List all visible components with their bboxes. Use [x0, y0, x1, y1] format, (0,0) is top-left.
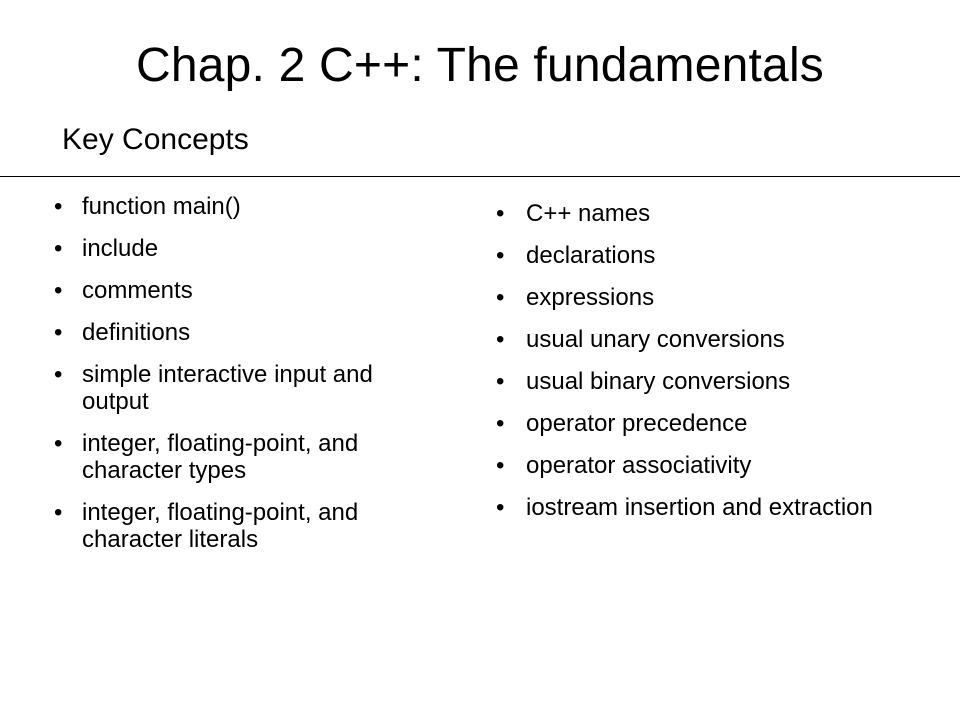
bullet-icon: •	[496, 452, 505, 479]
list-item	[490, 242, 950, 269]
list-item	[490, 368, 950, 395]
bullet-icon: •	[496, 242, 505, 269]
list-item-text: expressions	[526, 284, 655, 311]
list-item	[490, 284, 950, 311]
list-item	[40, 277, 400, 304]
right-bullet-list	[490, 200, 950, 536]
bullet-icon: •	[496, 368, 505, 395]
bullet-icon: •	[496, 494, 505, 521]
list-item	[40, 193, 400, 220]
list-item-text: comments	[82, 277, 193, 304]
bullet-icon: •	[496, 284, 505, 311]
list-item	[40, 361, 400, 415]
bullet-icon: •	[496, 410, 505, 437]
list-item-text: simple interactive input and output	[82, 361, 373, 415]
list-item-text: C++ names	[526, 200, 651, 227]
list-item-text: integer, floating-point, and character types	[82, 430, 359, 484]
list-item-text: include	[82, 235, 159, 262]
bullet-icon: •	[54, 277, 63, 304]
bullet-icon: •	[496, 326, 505, 353]
slide-subtitle: Key Concepts	[62, 123, 249, 156]
divider-line	[0, 176, 960, 177]
bullet-icon: •	[54, 361, 63, 388]
bullet-icon: •	[54, 499, 63, 526]
list-item	[40, 319, 400, 346]
slide-title: Chap. 2 C++: The fundamentals	[135, 39, 825, 92]
list-item	[40, 499, 400, 553]
list-item	[40, 235, 400, 262]
bullet-icon: •	[496, 200, 505, 227]
list-item-text: usual unary conversions	[526, 326, 785, 353]
list-item-text: definitions	[82, 319, 191, 346]
list-item-text: declarations	[526, 242, 656, 269]
bullet-icon: •	[54, 430, 63, 457]
list-item	[490, 452, 950, 479]
bullet-icon: •	[54, 193, 63, 220]
bullet-icon: •	[54, 235, 63, 262]
list-item-text: function main()	[82, 193, 241, 220]
bullet-icon: •	[54, 319, 63, 346]
list-item	[490, 200, 950, 227]
list-item-text: usual binary conversions	[526, 368, 791, 395]
list-item-text: operator associativity	[526, 452, 752, 479]
list-item	[490, 326, 950, 353]
list-item-text: iostream insertion and extraction	[526, 494, 873, 521]
list-item-text: operator precedence	[526, 410, 748, 437]
left-bullet-list	[40, 193, 400, 568]
list-item	[490, 410, 950, 437]
list-item-text: integer, floating-point, and character literals	[82, 499, 359, 553]
list-item	[40, 430, 400, 484]
list-item	[490, 494, 950, 521]
